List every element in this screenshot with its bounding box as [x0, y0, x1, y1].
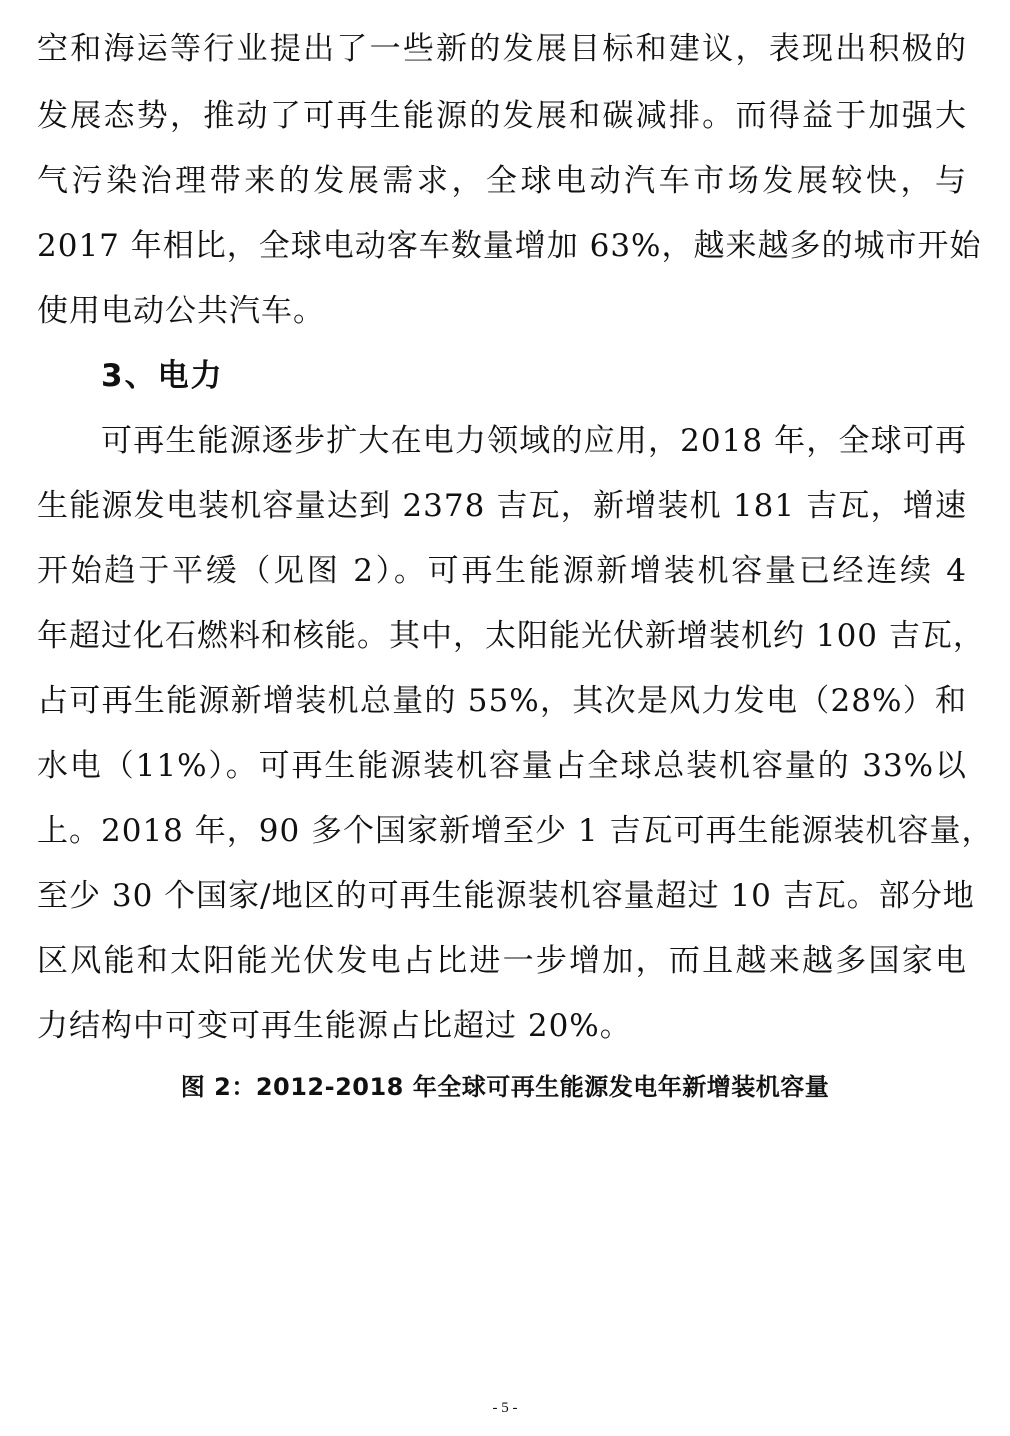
paragraph-line: 至少 30 个国家/地区的可再生能源装机容量超过 10 吉瓦。部分地: [37, 878, 975, 914]
figure-caption: 图 2：2012-2018 年全球可再生能源发电年新增装机容量: [180, 1073, 830, 1101]
paragraph-line: 力结构中可变可再生能源占比超过 20%。: [37, 1008, 632, 1044]
paragraph-line: 使用电动公共汽车。: [37, 293, 325, 329]
paragraph-line: 可再生能源逐步扩大在电力领域的应用，2018 年，全球可再: [101, 423, 967, 459]
paragraph-line: 生能源发电装机容量达到 2378 吉瓦，新增装机 181 吉瓦，增速: [37, 488, 967, 524]
paragraph-line: 2017 年相比，全球电动客车数量增加 63%，越来越多的城市开始: [37, 228, 982, 264]
paragraph-line: 开始趋于平缓（见图 2）。可再生能源新增装机容量已经连续 4: [37, 553, 967, 589]
paragraph-line: 发展态势，推动了可再生能源的发展和碳减排。而得益于加强大: [37, 98, 967, 134]
paragraph-line: 水电（11%）。可再生能源装机容量占全球总装机容量的 33%以: [37, 748, 967, 784]
page-number: - 5 -: [492, 1400, 518, 1416]
paragraph-line: 年超过化石燃料和核能。其中，太阳能光伏新增装机约 100 吉瓦，: [37, 618, 985, 654]
section-heading: 3、电力: [101, 358, 224, 394]
paragraph-line: 空和海运等行业提出了一些新的发展目标和建议，表现出积极的: [37, 31, 967, 67]
paragraph-line: 气污染治理带来的发展需求，全球电动汽车市场发展较快，与: [37, 163, 967, 199]
paragraph-line: 上。2018 年，90 多个国家新增至少 1 吉瓦可再生能源装机容量，: [37, 813, 994, 849]
paragraph-line: 占可再生能源新增装机总量的 55%，其次是风力发电（28%）和: [37, 683, 967, 719]
paragraph-line: 区风能和太阳能光伏发电占比进一步增加，而且越来越多国家电: [37, 943, 967, 979]
